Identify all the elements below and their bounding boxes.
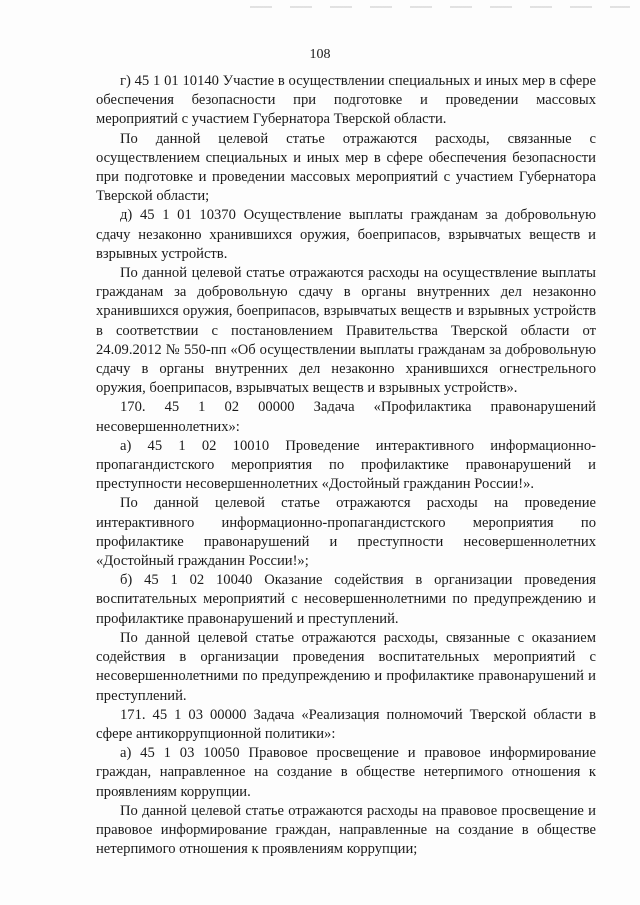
paragraph-170-task: 170. 45 1 02 00000 Задача «Профилактика правонарушений несовершеннолетних»: — [96, 399, 596, 435]
paragraph-171-task: 171. 45 1 03 00000 Задача «Реализация полномочий Тверской области в сфере антикоррупционной политики»: — [96, 706, 596, 742]
paragraph-b-10040-description: По данной целевой статье отражаются расходы, связанные с оказанием содействия в организации проведения воспитательных мероприятий с несовершеннолетними по предупреждению и профилактике правонарушений и преступлений. — [96, 629, 596, 704]
paragraph-a-10050: а) 45 1 03 10050 Правовое просвещение и правовое информирование граждан, направленное на создание в обществе нетерпимого отношения к проявлениям коррупции. — [96, 745, 596, 800]
paragraph-b-10040: б) 45 1 02 10040 Оказание содействия в организации проведения воспитательных мероприятий с несовершеннолетними по предупреждению и профилактике правонарушений и преступлений. — [96, 572, 596, 627]
paragraph-a-10010-description: По данной целевой статье отражаются расходы на проведение интерактивного информационно-пропагандистского мероприятия по профилактике правонарушений и преступности несовершеннолетних «Достойный гражданин России!»; — [96, 495, 596, 570]
paragraph-d-10370: д) 45 1 01 10370 Осуществление выплаты гражданам за добровольную сдачу незаконно хранившихся оружия, боеприпасов, взрывчатых веществ и взрывных устройств. — [96, 207, 596, 262]
paragraph-d-10370-description: По данной целевой статье отражаются расходы на осуществление выплаты гражданам за добровольную сдачу в органы внутренних дел незаконно хранившихся оружия, боеприпасов, взрывчатых веществ и взрывных устройств в соответствии с постановлением Правительства Тверской области от 24.09.2012 № 550-пп «Об осуществлении выплаты гражданам за добровольную сдачу в органы внутренних дел незаконно хранившихся огнестрельного оружия, боеприпасов, взрывчатых веществ и взрывных устройств». — [96, 265, 596, 397]
paragraph-a-10010: а) 45 1 02 10010 Проведение интерактивного информационно-пропагандистского мероприятия по профилактике правонарушений и преступности несовершеннолетних «Достойный гражданин России!». — [96, 437, 596, 493]
paragraph-a-10050-description: По данной целевой статье отражаются расходы на правовое просвещение и правовое информирование граждан, направленные на создание в обществе нетерпимого отношения к проявлениям коррупции; — [96, 802, 596, 858]
paragraph-g-10140-description: По данной целевой статье отражаются расходы, связанные с осуществлением специальных и иных мер в сфере обеспечения безопасности при подготовке и проведении массовых мероприятий с участием Губернатора Тверской области; — [96, 130, 596, 205]
document-body — [96, 72, 596, 859]
scan-artifact — [250, 6, 630, 8]
page-number: 108 — [309, 47, 331, 62]
paragraph-g-10140: г) 45 1 01 10140 Участие в осуществлении специальных и иных мер в сфере обеспечения безопасности при подготовке и проведении массовых мероприятий с участием Губернатора Тверской области. — [96, 73, 596, 128]
